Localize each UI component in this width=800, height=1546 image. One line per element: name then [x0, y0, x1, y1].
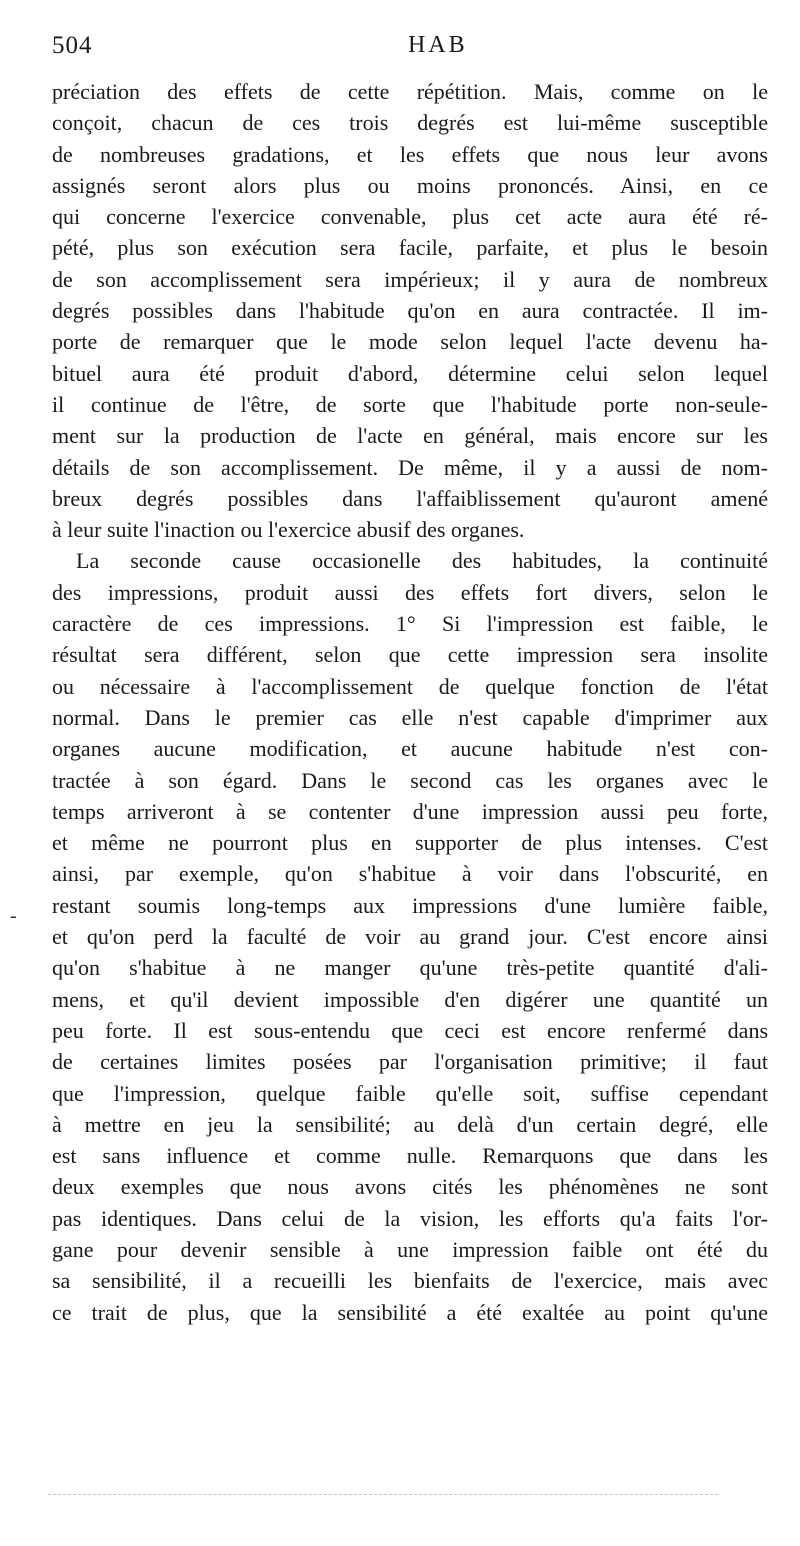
text-line: organes aucune modification, et aucune habitude n'est con-	[52, 736, 768, 762]
text-line: ce trait de plus, que la sensibilité a été exaltée au point qu'une	[52, 1299, 768, 1325]
text-line: breux degrés possibles dans l'affaiblissement qu'auront amené	[52, 485, 768, 511]
text-line: que l'impression, quelque faible qu'elle soit, suffise cependant	[52, 1080, 768, 1106]
text-line: gane pour devenir sensible à une impression faible ont été du	[52, 1236, 768, 1262]
text-line: de certaines limites posées par l'organisation primitive; il faut	[52, 1049, 768, 1075]
text-line: pété, plus son exécution sera facile, parfaite, et plus le besoin	[52, 235, 768, 261]
bottom-rule	[48, 1494, 718, 1499]
text-line: conçoit, chacun de ces trois degrés est lui-même susceptible	[52, 110, 768, 136]
text-line: pas identiques. Dans celui de la vision, les efforts qu'a faits l'or-	[52, 1205, 768, 1231]
text-line: tractée à son égard. Dans le second cas les organes avec le	[52, 767, 768, 793]
text-line: à leur suite l'inaction ou l'exercice abusif des organes.	[52, 517, 525, 543]
text-line: La seconde cause occasionelle des habitudes, la continuité	[76, 548, 768, 574]
page-header	[52, 32, 768, 72]
text-line: détails de son accomplissement. De même, il y a aussi de nom-	[52, 454, 768, 480]
text-line: ainsi, par exemple, qu'on s'habitue à voir dans l'obscurité, en	[52, 861, 768, 887]
text-line: résultat sera différent, selon que cette impression sera insolite	[52, 642, 768, 668]
text-line: mens, et qu'il devient impossible d'en digérer une quantité un	[52, 986, 768, 1012]
text-line: préciation des effets de cette répétition. Mais, comme on le	[52, 79, 768, 104]
text-line: peu forte. Il est sous-entendu que ceci est encore renfermé dans	[52, 1017, 768, 1043]
text-line: de son accomplissement sera impérieux; il y aura de nombreux	[52, 266, 768, 292]
text-line: il continue de l'être, de sorte que l'habitude porte non-seule-	[52, 391, 768, 417]
text-line: sa sensibilité, il a recueilli les bienfaits de l'exercice, mais avec	[52, 1268, 768, 1294]
text-line: et même ne pourront plus en supporter de plus intenses. C'est	[52, 830, 768, 856]
body-text	[52, 76, 768, 1328]
text-line: de nombreuses gradations, et les effets que nous leur avons	[52, 141, 768, 167]
text-line: assignés seront alors plus ou moins prononcés. Ainsi, en ce	[52, 172, 768, 198]
text-line: et qu'on perd la faculté de voir au grand jour. C'est encore ainsi	[52, 924, 768, 950]
text-line: degrés possibles dans l'habitude qu'on en aura contractée. Il im-	[52, 298, 768, 324]
text-line: ou nécessaire à l'accomplissement de quelque fonction de l'état	[52, 673, 768, 699]
page-number: 504	[52, 32, 93, 59]
text-line: porte de remarquer que le mode selon lequel l'acte devenu ha-	[52, 329, 768, 355]
text-line: qui concerne l'exercice convenable, plus cet acte aura été ré-	[52, 204, 768, 230]
text-line: est sans influence et comme nulle. Remarquons que dans les	[52, 1143, 768, 1169]
text-line: qu'on s'habitue à ne manger qu'une très-petite quantité d'ali-	[52, 955, 768, 981]
text-line: à mettre en jeu la sensibilité; au delà d'un certain degré, elle	[52, 1111, 768, 1137]
text-line: des impressions, produit aussi des effets fort divers, selon le	[52, 579, 768, 605]
text-line: bituel aura été produit d'abord, détermine celui selon lequel	[52, 360, 768, 386]
text-line: deux exemples que nous avons cités les phénomènes ne sont	[52, 1174, 768, 1200]
text-line: restant soumis long-temps aux impressions d'une lumière faible,	[52, 892, 768, 918]
text-line: normal. Dans le premier cas elle n'est capable d'imprimer aux	[52, 704, 768, 730]
text-line: caractère de ces impressions. 1° Si l'impression est faible, le	[52, 611, 768, 637]
margin-mark: -	[10, 905, 17, 927]
text-line: temps arriveront à se contenter d'une impression aussi peu forte,	[52, 798, 768, 824]
running-head: HAB	[408, 32, 468, 58]
text-line: ment sur la production de l'acte en général, mais encore sur les	[52, 423, 768, 449]
